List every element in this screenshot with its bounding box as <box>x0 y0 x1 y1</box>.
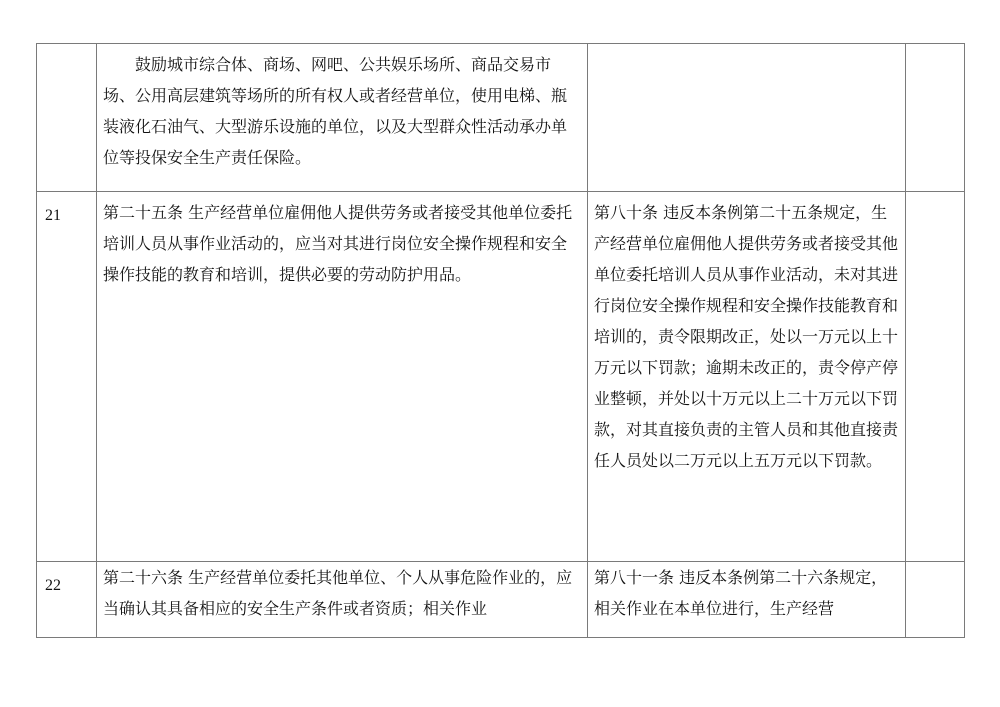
penalty-text <box>588 44 906 192</box>
provision-text: 第二十六条 生产经营单位委托其他单位、个人从事危险作业的，应当确认其具备相应的安全生产条件或者资质；相关作业 <box>97 562 588 638</box>
row-number <box>37 44 97 192</box>
penalty-text: 第八十条 违反本条例第二十五条规定，生产经营单位雇佣他人提供劳务或者接受其他单位委托培训人员从事作业活动，未对其进行岗位安全操作规程和安全操作技能教育和培训的，责令限期改正，处以一万元以上十万元以下罚款；逾期未改正的，责令停产停业整顿，并处以十万元以上二十万元以下罚款，对其直接负责的主管人员和其他直接责任人员处以二万元以上五万元以下罚款。 <box>588 192 906 562</box>
regulation-comparison-table <box>36 43 965 638</box>
table-row <box>37 562 965 638</box>
remark-cell <box>906 562 965 638</box>
penalty-text: 第八十一条 违反本条例第二十六条规定，相关作业在本单位进行，生产经营 <box>588 562 906 638</box>
remark-cell <box>906 192 965 562</box>
table-row <box>37 192 965 562</box>
row-number: 21 <box>37 192 97 562</box>
remark-cell <box>906 44 965 192</box>
provision-text: 鼓励城市综合体、商场、网吧、公共娱乐场所、商品交易市场、公用高层建筑等场所的所有权人或者经营单位，使用电梯、瓶装液化石油气、大型游乐设施的单位，以及大型群众性活动承办单位等投保安全生产责任保险。 <box>97 44 588 192</box>
table-row <box>37 44 965 192</box>
row-number: 22 <box>37 562 97 638</box>
provision-text: 第二十五条 生产经营单位雇佣他人提供劳务或者接受其他单位委托培训人员从事作业活动的，应当对其进行岗位安全操作规程和安全操作技能的教育和培训，提供必要的劳动防护用品。 <box>97 192 588 562</box>
